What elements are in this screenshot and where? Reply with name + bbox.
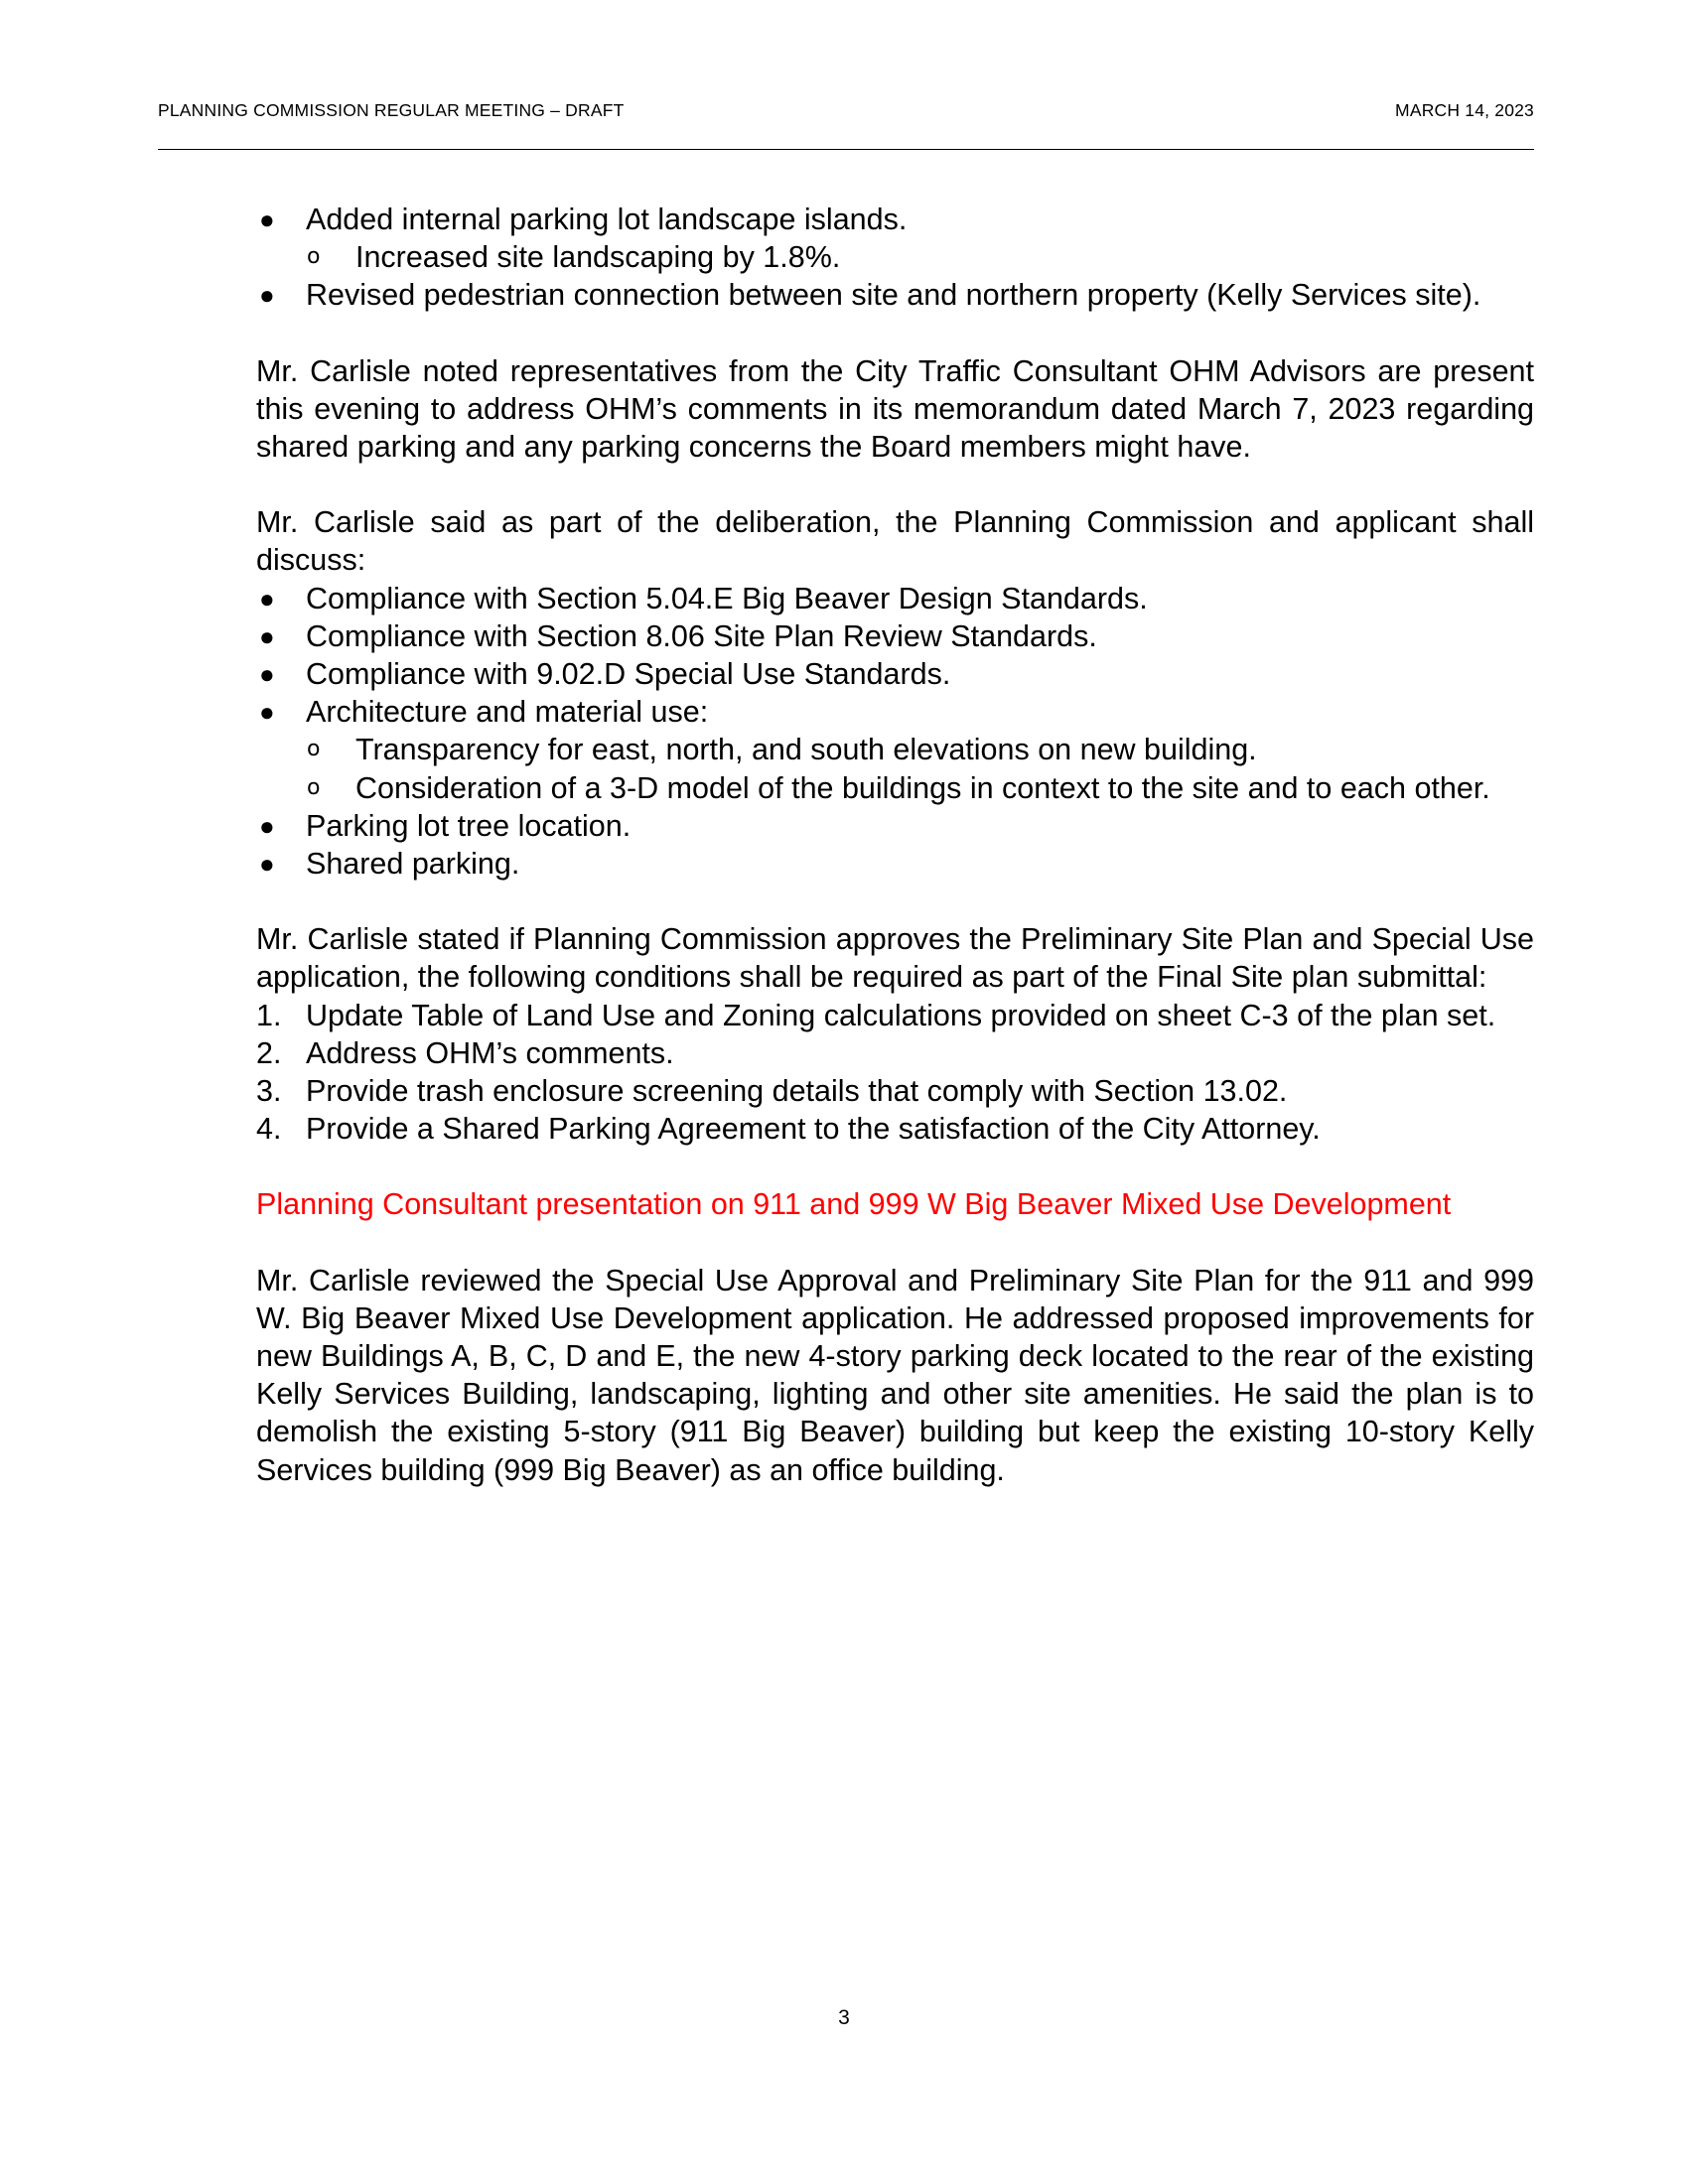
bullet-icon: ● [259, 810, 275, 841]
hollow-bullet-icon: o [307, 737, 321, 762]
section-heading: Planning Consultant presentation on 911 and 999 W Big Beaver Mixed Use Development [256, 1187, 1452, 1222]
list-item [256, 807, 1534, 845]
list-item-text: Revised pedestrian connection between site and northern property (Kelly Services site). [306, 278, 1481, 313]
item-number: 1. [256, 998, 282, 1032]
bullet-icon: ● [259, 620, 275, 651]
list-item-text: Parking lot tree location. [306, 808, 632, 843]
bullet-icon: ● [259, 697, 275, 728]
bullet-icon: ● [259, 849, 275, 880]
paragraph-traffic-consultant: Mr. Carlisle noted representatives from the City Traffic Consultant OHM Advisors are present this evening to address OHM’s comments in its memorandum dated March 7, 2023 regarding shared parking and any parking concerns the Board members might have. [256, 353, 1534, 465]
item-number: 3. [256, 1074, 282, 1109]
list-item [256, 693, 1534, 731]
numbered-item [256, 1072, 1534, 1110]
item-number: 4. [256, 1112, 282, 1147]
bullet-icon: ● [259, 583, 275, 614]
header-divider [158, 149, 1534, 150]
hollow-bullet-icon: o [307, 244, 321, 270]
item-number: 2. [256, 1035, 282, 1070]
list-item [256, 201, 1534, 238]
list-item-text: Added internal parking lot landscape islands. [306, 203, 908, 236]
list-item-text: Architecture and material use: [306, 695, 709, 730]
sub-list-item [256, 238, 1534, 276]
list-item [256, 580, 1534, 617]
numbered-item [256, 1034, 1534, 1072]
numbered-item-text: Update Table of Land Use and Zoning calculations provided on sheet C-3 of the plan set. [306, 998, 1496, 1032]
numbered-item [256, 997, 1534, 1034]
list-item-text: Compliance with 9.02.D Special Use Standards. [306, 657, 951, 692]
list-item [256, 845, 1534, 883]
numbered-item-text: Provide a Shared Parking Agreement to the satisfaction of the City Attorney. [306, 1112, 1321, 1147]
hollow-bullet-icon: o [307, 774, 321, 800]
list-item [256, 276, 1534, 314]
header-meeting-title: PLANNING COMMISSION REGULAR MEETING – DRAFT [158, 100, 625, 120]
numbered-item-text: Address OHM’s comments. [306, 1035, 674, 1070]
sub-list-item [256, 769, 1534, 807]
sub-list-item-text: Consideration of a 3-D model of the buildings in context to the site and to each other. [355, 770, 1490, 805]
document-body [256, 201, 1534, 1489]
paragraph-deliberation: Mr. Carlisle said as part of the deliberation, the Planning Commission and applicant shall discuss: [256, 505, 1534, 578]
paragraph-big-beaver-review: Mr. Carlisle reviewed the Special Use Approval and Preliminary Site Plan for the 911 and 999 W. Big Beaver Mixed Use Development application. He addressed proposed improvements for new Buildings A, B, C, D and E, the new 4-story parking deck located to the rear of the existing Kelly Services Building, landscaping, lighting and other site amenities. He said the plan is to demolish the existing 5-story (911 Big Beaver) building but keep the existing 10-story Kelly Services building (999 Big Beaver) as an office building. [256, 1263, 1534, 1487]
bullet-icon: ● [259, 280, 275, 311]
bullet-icon: ● [259, 205, 275, 234]
sub-list-item-text: Increased site landscaping by 1.8%. [355, 240, 841, 275]
numbered-item-text: Provide trash enclosure screening details that comply with Section 13.02. [306, 1074, 1288, 1109]
paragraph-conditions-intro: Mr. Carlisle stated if Planning Commission approves the Preliminary Site Plan and Special Use application, the following conditions shall be required as part of the Final Site plan submittal: [256, 922, 1534, 995]
sub-list-item [256, 731, 1534, 768]
header-date: MARCH 14, 2023 [1395, 100, 1534, 120]
page-number: 3 [838, 2006, 850, 2029]
list-item [256, 655, 1534, 693]
list-item-text: Shared parking. [306, 847, 520, 882]
numbered-item [256, 1110, 1534, 1148]
bullet-icon: ● [259, 659, 275, 690]
list-item-text: Compliance with Section 8.06 Site Plan Review Standards. [306, 618, 1097, 653]
list-item [256, 617, 1534, 655]
list-item-text: Compliance with Section 5.04.E Big Beaver Design Standards. [306, 581, 1148, 615]
sub-list-item-text: Transparency for east, north, and south elevations on new building. [355, 733, 1257, 767]
